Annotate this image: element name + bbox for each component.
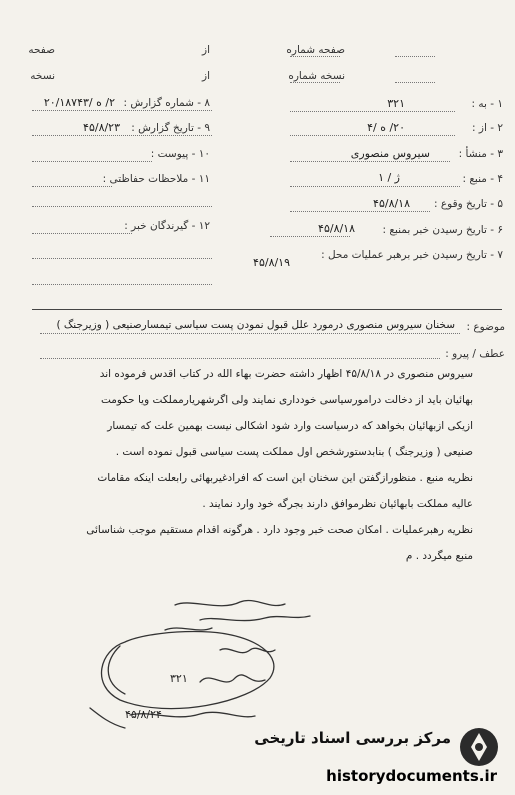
body-line-1: سیروس منصوری در ۴۵/۸/۱۸ اظهار داشته حضرت بهاء الله در کتاب اقدس فرموده اند	[99, 368, 473, 380]
page-unit-label: صفحه	[28, 44, 55, 56]
field-security-notes-line-2	[32, 206, 212, 207]
field-occurrence-date-line	[290, 211, 430, 212]
body-line-8: منبع میگردد . م	[405, 550, 473, 562]
page-total-blank	[290, 56, 340, 57]
subject-label: موضوع :	[466, 321, 505, 333]
body-line-7: نظریه رهبرعملیات . امکان صحت خبر وجود دارد . هرگونه اقدام مستقیم موجب شناسائی	[86, 524, 473, 536]
copy-number-blank	[395, 82, 435, 83]
field-occurrence-date-label: ۵ - تاریخ وقوع :	[434, 198, 503, 210]
watermark-title: مرکز بررسی اسناد تاریخی	[254, 729, 451, 747]
field-security-notes-line	[32, 186, 112, 187]
field-to-line	[290, 111, 455, 112]
field-recipients-label: ۱۲ - گیرندگان خبر :	[124, 220, 210, 232]
subject-line	[40, 333, 460, 334]
field-from-line	[290, 135, 455, 136]
field-report-date-line	[32, 135, 212, 136]
header-divider	[32, 309, 502, 310]
handwritten-date: ۴۵/۸/۲۴	[125, 708, 162, 721]
page-number-blank	[395, 56, 435, 57]
field-report-date-value: ۴۵/۸/۲۳	[83, 121, 120, 134]
field-operations-receipt-date-label: ۷ - تاریخ رسیدن خبر برهبر عملیات محل :	[321, 249, 503, 261]
field-source-receipt-date-line	[270, 236, 350, 237]
subject-text: سخنان سیروس منصوری درمورد علل قبول نمودن پست سیاسی تیمسارصنیعی ( وزیرجنگ )	[56, 319, 455, 331]
copy-from-label: از	[202, 70, 210, 82]
field-from-value: ۲۰/ ه /۴	[367, 121, 405, 134]
field-recipients-line-3	[32, 284, 212, 285]
copy-unit-label: نسخه	[30, 70, 55, 82]
field-recipients-line	[32, 233, 132, 234]
field-source-receipt-date-value: ۴۵/۸/۱۸	[318, 222, 355, 235]
body-line-5: نظریه منبع . منظورازگفتن این سخنان این است که افرادغیربهائی رابعلت اینکه مقامات	[97, 472, 473, 484]
field-report-number-label: ۸ - شماره گزارش :	[123, 97, 210, 109]
body-line-3: ازیکی ازبهائیان بخواهد که درسیاست وارد شود اشکالی نیست بهمین علت که تیمسار	[107, 420, 473, 432]
body-line-6: عالیه مملکت بابهائیان نظرموافق دارند بجرگه خود وارد نمایند .	[202, 498, 473, 510]
handwritten-annotations-drawing	[80, 590, 350, 740]
field-attachment-label: ۱۰ - پیوست :	[150, 148, 210, 160]
field-to-label: ۱ - به :	[471, 98, 503, 110]
handwritten-number: ۳۲۱	[170, 672, 188, 685]
field-report-number-value: ۲/ ه /۲۰/۱۸۷۴۳	[43, 96, 115, 109]
field-report-date-label: ۹ - تاریخ گزارش :	[131, 122, 210, 134]
field-security-notes-label: ۱۱ - ملاحظات حفاظتی :	[102, 173, 210, 185]
body-line-2: بهائیان باید از دخالت درامورسیاسی خودداری نمایند ولی اگرشهریارمملکت ویا حکومت	[101, 394, 473, 406]
field-from-label: ۲ - از :	[472, 122, 503, 134]
body-line-4: صنیعی ( وزیرجنگ ) بنابدستورشخص اول مملکت پست سیاسی قبول نموده است .	[115, 446, 473, 458]
field-origin-value: سیروس منصوری	[350, 147, 430, 160]
field-origin-line	[290, 161, 450, 162]
field-to-value: ۳۲۱	[387, 97, 405, 110]
watermark-url: historydocuments.ir	[326, 767, 497, 785]
page-number-label: صفحه شماره	[286, 44, 345, 56]
watermark-logo	[254, 725, 503, 787]
reference-label: عطف / پیرو :	[445, 348, 505, 360]
reference-line	[40, 358, 440, 359]
archive-emblem-icon	[457, 725, 501, 769]
field-recipients-line-2	[32, 258, 212, 259]
page-from-label: از	[202, 44, 210, 56]
copy-number-label: نسخه شماره	[288, 70, 345, 82]
field-attachment-line	[32, 161, 152, 162]
copy-total-blank	[290, 82, 340, 83]
field-source-line	[290, 186, 460, 187]
field-source-receipt-date-label: ۶ - تاریخ رسیدن خبر بمنبع :	[382, 224, 503, 236]
field-operations-receipt-date-value: ۴۵/۸/۱۹	[253, 256, 290, 269]
field-source-label: ۴ - منبع :	[462, 173, 503, 185]
field-report-number-line	[32, 110, 212, 111]
field-origin-label: ۳ - منشأ :	[458, 148, 503, 160]
field-source-value: ژ / ۱	[378, 171, 400, 184]
field-occurrence-date-value: ۴۵/۸/۱۸	[373, 197, 410, 210]
